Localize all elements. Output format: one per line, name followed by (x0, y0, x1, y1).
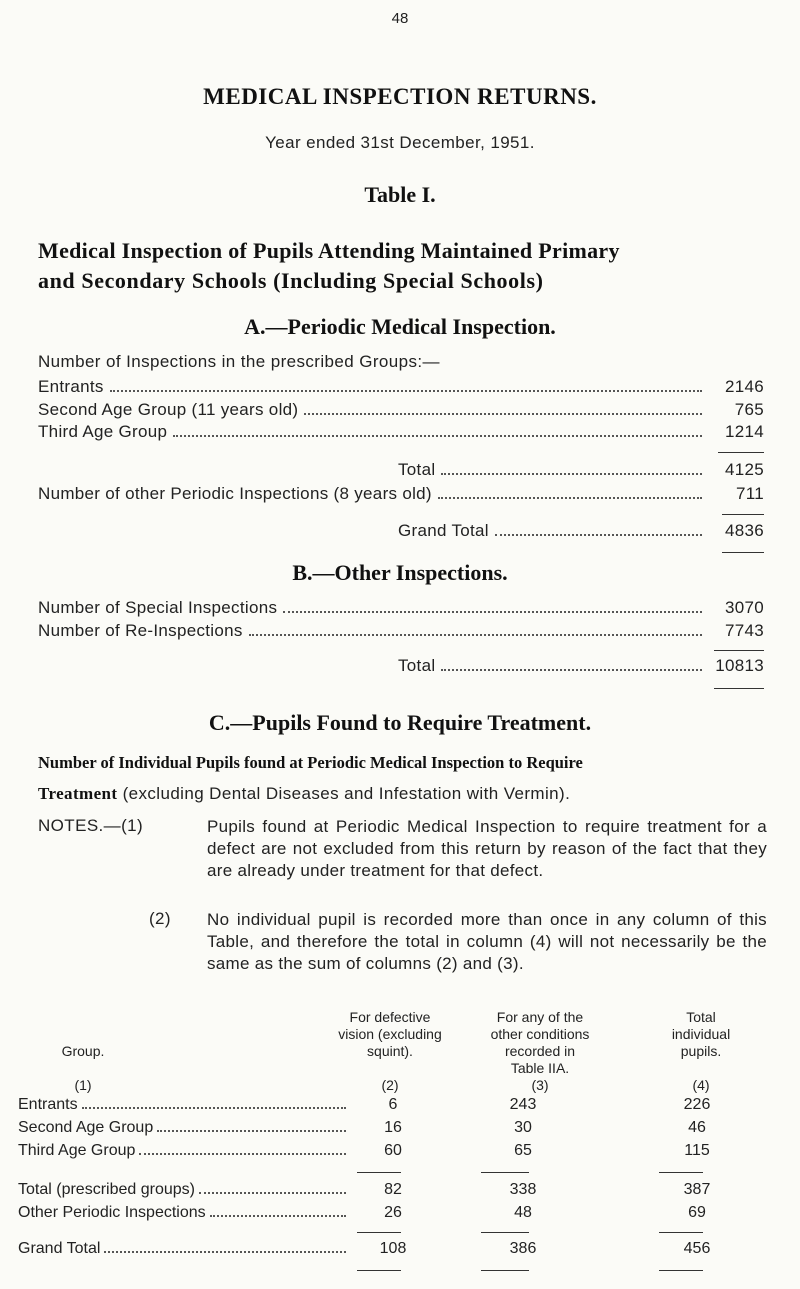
row-value: 4836 (724, 521, 764, 540)
row-label: Third Age Group (38, 422, 168, 441)
section-c-subheading-line2: Treatment (excluding Dental Diseases and Infestation with Vermin). (38, 784, 571, 803)
row-grand-total-a (398, 521, 764, 541)
notes-label: NOTES.—(1) (38, 816, 144, 835)
subtotal-rule (659, 1172, 703, 1173)
year-line: Year ended 31st December, 1951. (265, 133, 535, 152)
row-value: 4125 (724, 460, 764, 479)
note-2-label: (2) (149, 909, 171, 928)
section-a-intro: Number of Inspections in the prescribed Groups:— (38, 352, 440, 371)
note-1: Pupils found at Periodic Medical Inspection to require treatment for a defect are not excluded from this return by reason of the fact that they are already under treatment for that defect. (207, 817, 767, 880)
row-label: Number of Special Inspections (38, 598, 278, 617)
row-value: 7743 (724, 621, 764, 640)
note-2: No individual pupil is recorded more than once in any column of this Table, and therefore the total in column (4) will not necessarily be the same as the sum of columns (2) and (3). (207, 910, 767, 973)
row-total-b (398, 656, 764, 676)
row-label: Entrants (38, 377, 104, 396)
col-num: (4) (692, 1077, 710, 1093)
page-title: MEDICAL INSPECTION RETURNS. (203, 84, 597, 109)
grand-total-underline (481, 1270, 529, 1271)
table-row: Third Age Group 60 65 115 (18, 1142, 710, 1159)
subtotal-rule (481, 1172, 529, 1173)
col-head-other-conditions: For any of the other conditions recorded in Table IIA. (3) (470, 1009, 610, 1094)
row-label: Total (398, 656, 436, 675)
row-entrants (38, 377, 764, 397)
main-heading-line1: Medical Inspection of Pupils Attending Maintained Primary (38, 238, 620, 263)
total-b-underline (714, 688, 764, 689)
grand-total-underline (357, 1270, 401, 1271)
row-label: Total (398, 460, 436, 479)
total-rule (718, 452, 764, 453)
row-label: Number of Re-Inspections (38, 621, 243, 640)
grand-total-underline (722, 552, 764, 553)
row-label: Number of other Periodic Inspections (8 years old) (38, 484, 432, 503)
row-total-a (398, 460, 764, 480)
main-heading-line2: and Secondary Schools (Including Special Schools) (38, 268, 544, 293)
row-label: Grand Total (398, 521, 489, 540)
col-head-defective-vision: For defective vision (excluding squint). (2) (320, 1009, 460, 1094)
grand-total-underline (659, 1270, 703, 1271)
table-row-other: Other Periodic Inspections 26 48 69 (18, 1204, 706, 1221)
col-num: (1) (74, 1077, 92, 1093)
col-num: (2) (381, 1077, 399, 1093)
section-b-heading: B.—Other Inspections. (292, 560, 508, 585)
page-number: 48 (391, 10, 409, 27)
section-a-heading: A.—Periodic Medical Inspection. (244, 314, 556, 339)
table-row-grand-total: Grand Total 108 386 456 (18, 1240, 711, 1257)
table-row: Second Age Group 16 30 46 (18, 1119, 706, 1136)
table-row-total: Total (prescribed groups) 82 338 387 (18, 1181, 711, 1198)
table-row: Entrants 6 243 226 (18, 1096, 711, 1113)
row-value: 10813 (715, 656, 764, 675)
row-label: Second Age Group (11 years old) (38, 400, 299, 419)
section-c-subheading: Number of Individual Pupils found at Periodic Medical Inspection to Require (38, 753, 583, 772)
row-value: 765 (734, 400, 764, 419)
row-value: 711 (735, 484, 764, 503)
row-re-inspections (38, 621, 764, 641)
col-head-total-pupils: Total individual pupils. (4) (636, 1009, 766, 1094)
grand-total-rule (481, 1232, 529, 1233)
section-c-heading: C.—Pupils Found to Require Treatment. (208, 710, 592, 735)
row-value: 3070 (724, 598, 764, 617)
row-value: 2146 (724, 377, 764, 396)
col-head-group: Group. (1) (18, 1009, 148, 1094)
grand-total-rule (659, 1232, 703, 1233)
grand-total-rule (357, 1232, 401, 1233)
row-second-age-group (38, 400, 764, 420)
grand-total-rule (722, 514, 764, 515)
row-third-age-group (38, 422, 764, 442)
row-other-periodic (38, 484, 764, 504)
row-special-inspections (38, 598, 764, 618)
total-b-rule (714, 650, 764, 651)
col-num: (3) (531, 1077, 549, 1093)
row-value: 1214 (724, 422, 764, 441)
subtotal-rule (357, 1172, 401, 1173)
table-title: Table I. (364, 182, 436, 207)
